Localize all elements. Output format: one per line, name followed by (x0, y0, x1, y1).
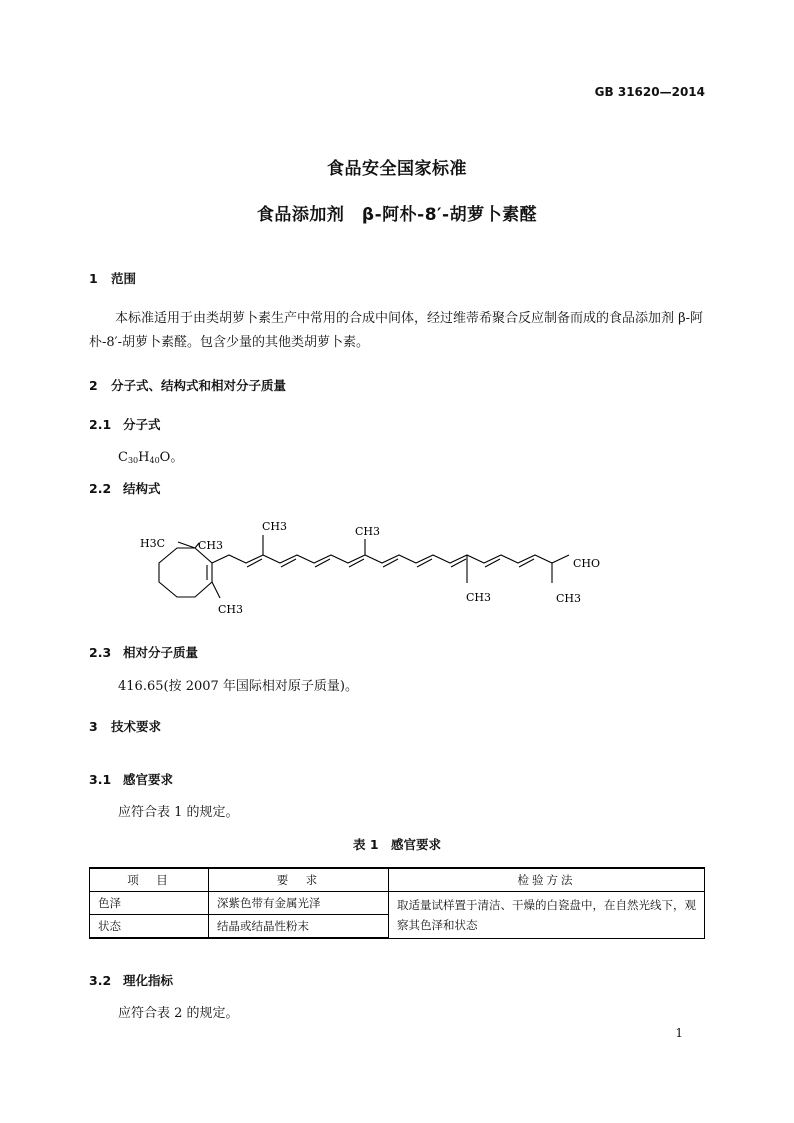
section-3-heading: 3 技术要求 (89, 719, 162, 734)
section-1-heading: 1 范围 (89, 271, 137, 286)
section-2-2-heading: 2.2 结构式 (89, 481, 161, 496)
table-header-row (90, 868, 705, 892)
cell-item: 色泽 (90, 892, 209, 915)
double-bond (519, 559, 534, 567)
column-header-item: 项 目 (90, 868, 209, 892)
cell-requirement: 深紫色带有金属光泽 (209, 892, 389, 915)
cell-item: 状态 (90, 915, 209, 939)
double-bond (281, 559, 296, 567)
label-h3c: H3C (140, 537, 166, 550)
double-bond (451, 559, 466, 567)
bond (178, 542, 195, 548)
label-cho: CHO (573, 557, 601, 570)
label-ch3: CH3 (556, 592, 582, 605)
document-subtitle: 食品添加剂 β-阿朴-8′-胡萝卜素醛 (256, 205, 538, 225)
document-title: 食品安全国家标准 (327, 159, 467, 179)
section-3-1-heading: 3.1 感官要求 (89, 772, 174, 787)
section-3-2-heading: 3.2 理化指标 (89, 973, 174, 988)
ring-bond (159, 548, 212, 597)
section-3-2-text: 应符合表 2 的规定。 (118, 1006, 239, 1021)
double-bond (315, 559, 330, 567)
double-bond (349, 559, 364, 567)
double-bond (247, 559, 262, 567)
column-header-method: 检验方法 (389, 868, 705, 892)
table-row (90, 892, 705, 915)
label-ch3: CH3 (218, 603, 244, 615)
column-header-requirement: 要 求 (209, 868, 389, 892)
double-bond (383, 559, 398, 567)
table-1-caption: 表 1 感官要求 (352, 837, 442, 852)
molecular-weight: 416.65(按 2007 年国际相对原子质量)。 (118, 679, 358, 694)
label-ch3: CH3 (355, 525, 381, 538)
section-2-1-heading: 2.1 分子式 (89, 417, 161, 432)
cell-requirement: 结晶或结晶性粉末 (209, 915, 389, 939)
section-3-1-text: 应符合表 1 的规定。 (118, 805, 239, 820)
chain-bond (212, 555, 569, 563)
cell-method: 取适量试样置于清洁、干燥的白瓷盘中，在自然光线下，观察其色泽和状态 (389, 892, 705, 939)
molecular-formula: $C_{30}H_{40}O$。 (118, 450, 184, 465)
label-ch3: CH3 (262, 520, 288, 533)
double-bond (485, 559, 500, 567)
double-bond (417, 559, 432, 567)
label-ch3: CH3 (466, 591, 492, 604)
section-2-3-heading: 2.3 相对分子质量 (89, 645, 199, 660)
sensory-requirements-table (89, 867, 705, 939)
section-2-heading: 2 分子式、结构式和相对分子质量 (89, 378, 287, 393)
label-ch3: CH3 (198, 539, 224, 552)
structural-formula (140, 515, 620, 615)
bond (212, 582, 220, 598)
standard-code: GB 31620—2014 (594, 85, 705, 99)
page-number: 1 (675, 1026, 683, 1040)
section-1-text: 本标准适用于由类胡萝卜素生产中常用的合成中间体，经过维蒂希聚合反应制备而成的食品添加剂 β-阿朴-8′-胡萝卜素醛。包含少量的其他类胡萝卜素。 (89, 311, 704, 350)
